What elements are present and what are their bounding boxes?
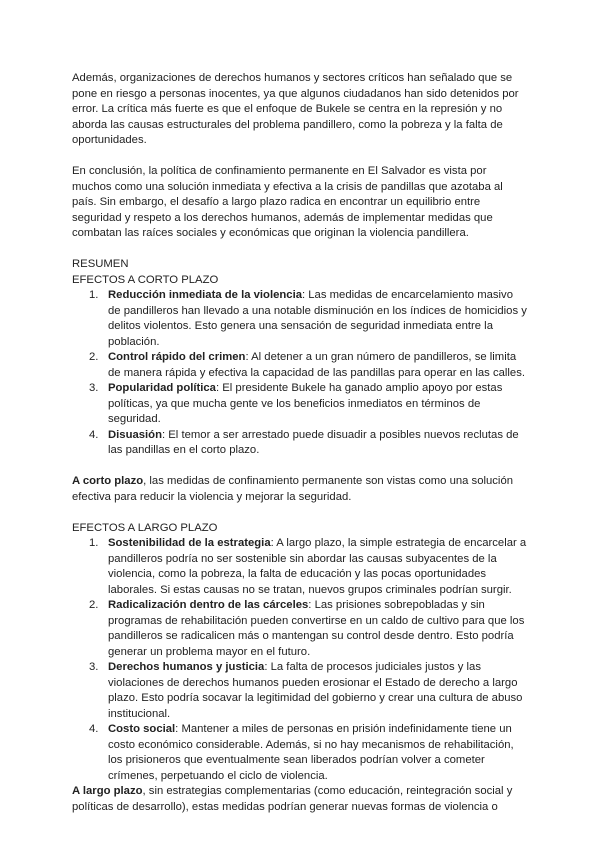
item-text: : Mantener a miles de personas en prisión indefinidamente tiene un costo económico considerable. Además, si no hay mecanismos de rehabilitación, los prisioneros que eventualmente sean liberados podrían volver a cometer crímenes, perpetuando el ciclo de violencia. [108, 723, 514, 782]
summary-heading: RESUMEN [72, 258, 129, 270]
item-title: Control rápido del crimen [108, 351, 246, 363]
list-number: 1. [89, 537, 99, 549]
list-item [72, 350, 528, 381]
list-item [72, 288, 528, 350]
short-term-list [72, 288, 528, 459]
item-title: Sostenibilidad de la estrategia [108, 537, 271, 549]
item-text: : Las medidas de encarcelamiento masivo de pandilleros han llevado a una notable disminución en los índices de homicidios y delitos violentos. Esto genera una sensación de seguridad inmediata entre la población. [108, 289, 527, 348]
item-title: Radicalización dentro de las cárceles [108, 599, 309, 611]
summary-bold: A largo plazo [72, 785, 143, 797]
list-item [72, 598, 528, 660]
intro-paragraph: Además, organizaciones de derechos humanos y sectores críticos han señalado que se pone en riesgo a personas inocentes, ya que algunos ciudadanos han sido detenidos por error. La crítica más fuerte es que el enfoque de Bukele se centra en la represión y no aborda las causas estructurales del problema pandillero, como la pobreza y la falta de oportunidades. [72, 72, 519, 146]
list-item [72, 722, 528, 784]
item-title: Popularidad política [108, 382, 216, 394]
item-text: : A largo plazo, la simple estrategia de encarcelar a pandilleros podría no ser sostenible sin abordar las causas subyacentes de la violencia, como la pobreza, la falta de educación y las pocas oportunidades laborales. Si estas causas no se tratan, nuevos grupos criminales podrían surgir. [108, 537, 527, 596]
item-text: : El temor a ser arrestado puede disuadir a posibles nuevos reclutas de las pandillas en el corto plazo. [108, 428, 519, 456]
long-term-list [72, 536, 528, 784]
list-number: 4. [89, 428, 99, 441]
short-term-summary [72, 474, 528, 505]
document-body [72, 71, 528, 815]
summary-bold: A corto plazo [72, 475, 144, 487]
summary-text: , sin estrategias complementarias (como educación, reintegración social y políticas de desarrollo), estas medidas podrían generar nuevas formas de violencia o [72, 785, 513, 813]
item-title: Costo social [108, 723, 176, 735]
item-text: : El presidente Bukele ha ganado amplio apoyo por estas políticas, ya que mucha gente ve los beneficios inmediatos en términos de seguridad. [108, 382, 503, 425]
list-number: 2. [89, 599, 99, 611]
list-item [72, 660, 528, 722]
item-text: : La falta de procesos judiciales justos y las violaciones de derechos humanos pueden erosionar el Estado de derecho a largo plazo. Esto podría socavar la legitimidad del gobierno y crear una cultura de abuso institucional. [108, 661, 523, 720]
summary-text: , las medidas de confinamiento permanente son vistas como una solución efectiva para reducir la violencia y mejorar la seguridad. [72, 475, 514, 503]
long-term-summary [72, 784, 528, 815]
item-text: : Las prisiones sobrepobladas y sin programas de rehabilitación pueden convertirse en un caldo de cultivo para que los pandilleros se radicalicen más o mantengan su control desde dentro. Esto podría generar un problema mayor en el futuro. [108, 599, 525, 658]
item-title: Derechos humanos y justicia [108, 661, 265, 673]
list-number: 3. [89, 382, 99, 394]
short-term-heading: EFECTOS A CORTO PLAZO [72, 273, 219, 286]
list-number: 4. [89, 723, 99, 735]
list-item [72, 428, 528, 459]
list-item [72, 536, 528, 598]
conclusion-paragraph: En conclusión, la política de confinamiento permanente en El Salvador es vista por muchos como una solución inmediata y efectiva a la crisis de pandillas que azotaba al país. Sin embargo, el desafío a largo plazo radica en encontrar un equilibrio entre seguridad y respeto a los derechos humanos, además de implementar medidas que combatan las raíces sociales y económicas que originan la violencia pandillera. [72, 165, 503, 239]
list-number: 3. [89, 661, 99, 673]
item-text: : Al detener a un gran número de pandilleros, se limita de manera rápida y efectiva la capacidad de las pandillas para operar en las calles. [108, 351, 525, 379]
item-title: Reducción inmediata de la violencia [108, 289, 302, 301]
long-term-heading: EFECTOS A LARGO PLAZO [72, 521, 218, 534]
list-item [72, 381, 528, 428]
list-number: 1. [89, 289, 99, 301]
item-title: Disuasión [108, 428, 162, 441]
list-number: 2. [89, 351, 99, 363]
